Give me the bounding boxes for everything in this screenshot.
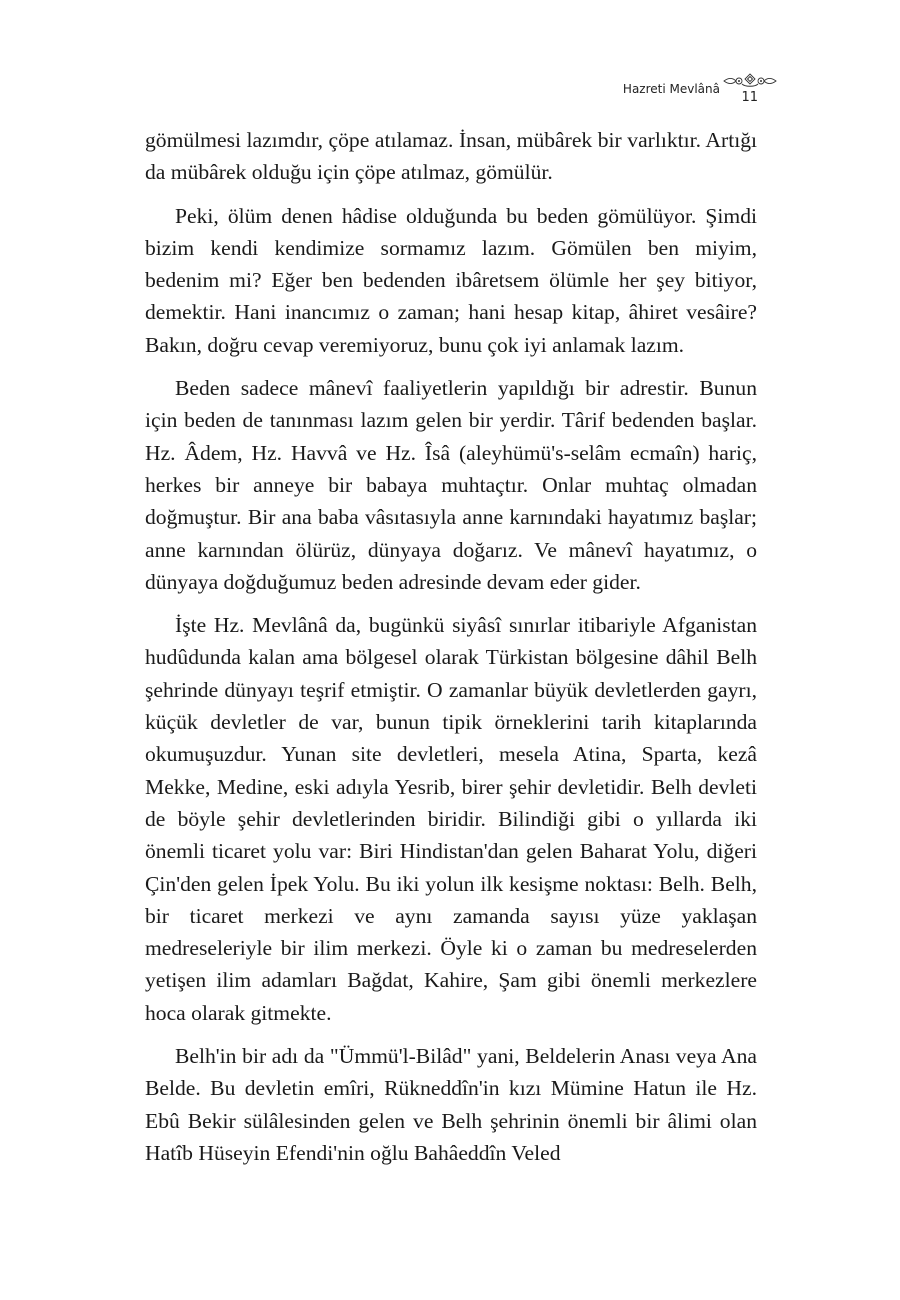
floral-ornament-icon [722,72,778,92]
paragraph-3: Beden sadece mânevî faaliyetlerin yapıldığı bir adrestir. Bunun için beden de tanınması lazım gelen bir yerdir. Târif bedenden başlar. Hz. Âdem, Hz. Havvâ ve Hz. Îsâ (aleyhümü's-selâm ecmaîn) hariç, herkes bir anneye bir babaya muhtaçtır. Onlar muhtaç olmadan doğmuştur. Bir ana baba vâsıtasıyla anne karnındaki hayatımız başlar; anne karnından ölürüz, dünyaya doğarız. Ve mânevî hayatımız, o dünyaya doğduğumuz beden adresinde devam eder gider. [145,376,757,594]
paragraph-2: Peki, ölüm denen hâdise olduğunda bu beden gömülüyor. Şimdi bizim kendi kendimize sormamız lazım. Gömülen ben miyim, bedenim mi? Eğer ben bedenden ibâretsem ölümle her şey bitiyor, demektir. Hani inancımız o zaman; hani hesap kitap, âhiret vesâire? Bakın, doğru cevap veremiyoruz, bunu çok iyi anlamak lazım. [145,203,757,357]
paragraph-4: İşte Hz. Mevlânâ da, bugünkü siyâsî sınırlar itibariyle Afganistan hudûdunda kalan ama bölgesel olarak Türkistan bölgesine dâhil Belh şehrinde dünyayı teşrif etmiştir. O zamanlar büyük devletlerden gayrı, küçük devletler de var, bunun tipik örneklerini tarih kitaplarında okumuşuzdur. Yunan site devletleri, mesela Atina, Sparta, kezâ Mekke, Medine, eski adıyla Yesrib, birer şehir devletidir. Belh devleti de böyle şehir devletlerinden biridir. Bilindiği gibi o yıllarda iki önemli ticaret yolu var: Biri Hindistan'dan gelen Baharat Yolu, diğeri Çin'den gelen İpek Yolu. Bu iki yolun ilk kesişme noktası: Belh. Belh, bir ticaret merkezi ve aynı zamanda sayısı yüze yaklaşan medreseleriyle bir ilim merkezi. Öyle ki o zaman bu medreselerden yetişen ilim adamları Bağdat, Kahire, Şam gibi önemli merkezlere hoca olarak gitmekte. [145,613,757,1025]
body-text [145,124,757,1180]
page-number: 11 [741,90,758,105]
running-title: Hazreti Mevlânâ [622,82,720,96]
page-header [370,70,770,110]
paragraph-5: Belh'in bir adı da "Ümmü'l-Bilâd" yani, Beldelerin Anası veya Ana Belde. Bu devletin emîri, Rükneddîn'in kızı Mümine Hatun ile Hz. Ebû Bekir sülâlesinden gelen ve Belh şehrinin önemli bir âlimi olan Hatîb Hüseyin Efendi'nin oğlu Bahâeddîn Veled [145,1044,757,1165]
paragraph-1: gömülmesi lazımdır, çöpe atılamaz. İnsan, mübârek bir varlıktır. Artığı da mübârek olduğu için çöpe atılmaz, gömülür. [145,128,757,185]
